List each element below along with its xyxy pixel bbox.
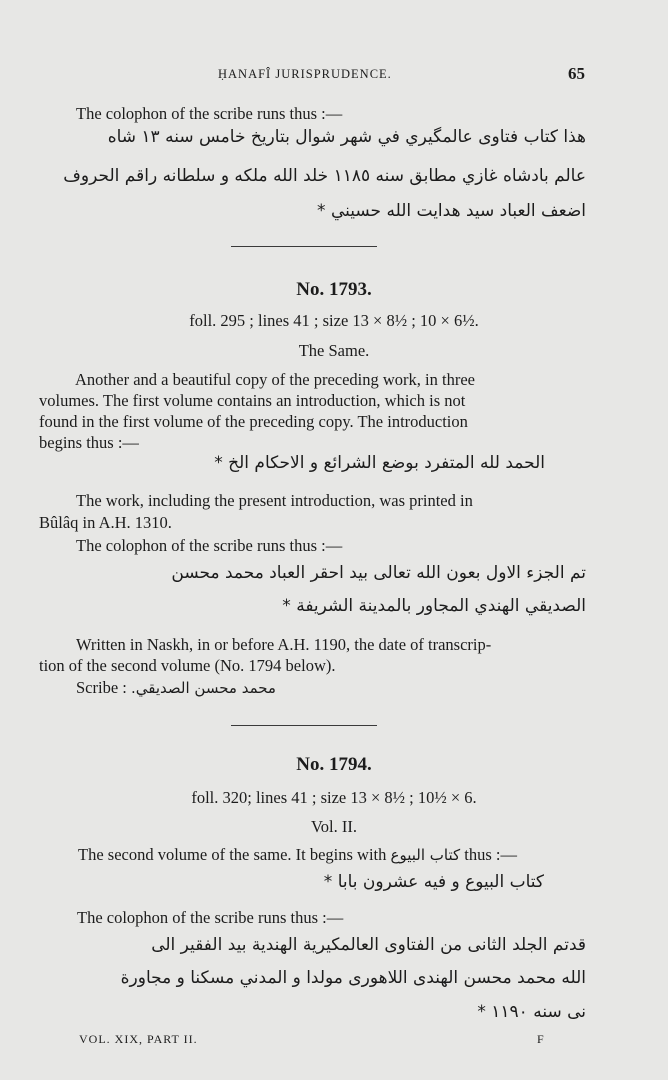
entry-number: No. 1794.: [296, 754, 372, 775]
colophon-intro: The colophon of the scribe runs thus :—: [76, 104, 343, 123]
arabic-colophon-line: تم الجزء الاول بعون الله تعالى بيد احقر العباد محمد محسن: [171, 563, 586, 583]
entry-details: foll. 320; lines 41 ; size 13 × 8½ ; 10½ × 6.: [191, 788, 477, 807]
colophon-intro: The colophon of the scribe runs thus :—: [77, 908, 344, 927]
footer-signature: F: [537, 1032, 545, 1046]
entry-subtitle: Vol. II.: [311, 817, 357, 836]
arabic-colophon-line: عالم بادشاه غازي مطابق سنه ١١٨٥ خلد الله ملكه و سلطانه راقم الحروف: [63, 166, 586, 186]
paragraph-line: The work, including the present introduction, was printed in: [76, 491, 473, 510]
paragraph-line: Another and a beautiful copy of the preceding work, in three: [75, 370, 475, 389]
paragraph-line: Bûlâq in A.H. 1310.: [39, 513, 172, 532]
entry-subtitle: The Same.: [298, 341, 370, 360]
paragraph-line: found in the first volume of the preceding copy. The introduction: [39, 412, 468, 431]
page-number: 65: [568, 64, 585, 83]
section-divider: [231, 246, 377, 247]
entry-number: No. 1793.: [296, 279, 372, 300]
begins-suffix: thus :—: [464, 845, 517, 864]
colophon-intro: The colophon of the scribe runs thus :—: [76, 536, 343, 555]
begins-prefix: The second volume of the same. It begins with: [78, 845, 387, 864]
section-divider: [231, 725, 377, 726]
arabic-colophon-line: الصديقي الهندي المجاور بالمدينة الشريفة *: [282, 596, 586, 616]
scribe-line: [76, 677, 276, 699]
scribe-label: Scribe :: [76, 678, 127, 697]
arabic-begins-line: كتاب البيوع و فيه عشرون بابا *: [323, 872, 544, 892]
begins-line: [78, 844, 517, 866]
arabic-colophon-line: اضعف العباد سيد هدايت الله حسيني *: [317, 201, 586, 221]
paragraph-line: volumes. The first volume contains an introduction, which is not: [39, 391, 466, 410]
arabic-colophon-line: قدتم الجلد الثانى من الفتاوى العالمكيرية الهندية بيد الفقير الى: [151, 935, 586, 955]
arabic-colophon-line: هذا كتاب فتاوى عالمگيري في شهر شوال بتاريخ خامس سنه ١٣ شاه: [107, 127, 586, 147]
arabic-intro-line: الحمد لله المتفرد بوضع الشرائع و الاحكام الخ *: [214, 453, 545, 473]
begins-arabic: كتاب البيوع: [390, 846, 461, 864]
scribe-name: محمد محسن الصديقي.: [131, 679, 276, 697]
entry-details: foll. 295 ; lines 41 ; size 13 × 8½ ; 10 × 6½.: [189, 311, 479, 330]
running-title: ḤANAFÎ JURISPRUDENCE.: [218, 67, 392, 81]
footer-volume: VOL. XIX, PART II.: [79, 1032, 198, 1046]
paragraph-line: begins thus :—: [39, 433, 139, 452]
arabic-colophon-line: الله محمد محسن الهندى اللاهورى مولدا و المدني مسكنا و مجاورة: [120, 968, 586, 988]
paragraph-line: tion of the second volume (No. 1794 below).: [39, 656, 336, 675]
arabic-colophon-line: نى سنه ١١٩٠ *: [477, 1002, 586, 1022]
paragraph-line: Written in Naskh, in or before A.H. 1190, the date of transcrip-: [76, 635, 492, 654]
